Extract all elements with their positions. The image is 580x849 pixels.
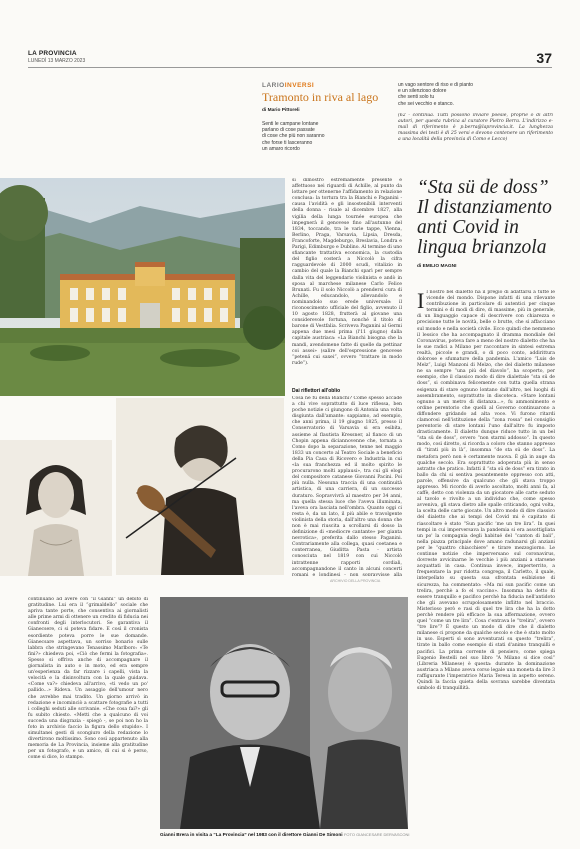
article-column-1: si dimostrò estremamente presente e affettuoso nei riguardi di Achille, al punto da lottare per ottenerne l'affidamento in relazione conclusa: la tortura tra la Bianchi e Paganini - causa l'avidità e gli insostenibili interventi della donna - risale al dicembre 1827, alla vigilia della lunga tournée europea che impegnerà il genovese fino all'autunno del 1834, toccando, tra le varie tappe, Vienna, Berlino, Praga, Varsavia, Lipsia, Dresda, Francoforte, Magdeburgo, Breslavia, Londra e Parigi, Edimburgo e Dublino. Al termine di uno sfiancante trattativa economica, la custodia del figlio costerà a Niccolò la cifra ragguardevole di 2000 scudi, vitalizio in cambio del quale la Bianchi sparì per sempre dalla vita del leggendario violinista e andò in sposa al marchese milanese Carlo Felice Brunati. Fu il solo Niccolò a prendersi cura di Achille, educandolo, allevandolo e nominandolo suo erede universale: il riconoscimento ufficiale del figlio, avvenuto il 10 agosto 1828, frutterà al giovane una considerevole fortuna, nonché il titolo di barone di Vestfalia. Scriveva Paganini al Germi appena due mesi prima (l'11 giugno) dalla capitale austriaca: «La Bianchi bisogna che la mandi, avendomene fatte di quelle da pettinar coi assei» (salire dell'espressione genovese “petenä cui saxei”, ovvero “trattare in modo rude”). (292, 178, 402, 366)
poem-lines-cont (398, 82, 553, 107)
poem-line: un vago sentore di riso e di pianto (398, 82, 474, 88)
issue-date: LUNEDÌ 13 MARZO 2023 (28, 58, 86, 64)
poem-note: (62 - continua. Tutti possono inviare poesie, proprie o di altri autori, per questa rubrica al curatore Pietro Berra. L'indirizzo e-mail di riferimento è p.berra@laprovincia.it. La lunghezza massima dei testi è di 25 versi e devono contenere un riferimento a una località della provincia di Como e Lecco) (398, 112, 553, 143)
header-rule (28, 67, 552, 68)
image-credit: ARCHIVIO DELLA PROVINCIA (330, 579, 381, 583)
section-label-b: INVERSI (284, 82, 315, 89)
caption-text: Gianni Brera in visita a “La Provincia” nel 1983 con il direttore Gianni De Simoni (160, 833, 343, 838)
poem-line: che forse ti lasceranno (262, 139, 313, 146)
poem-line: che sei vecchio e stanco. (398, 100, 454, 107)
villa-photo (0, 178, 285, 396)
right-article-body (417, 290, 555, 835)
woman-portrait (0, 440, 112, 576)
poem-lines (262, 121, 380, 152)
newspaper-name: LA PROVINCIA (28, 50, 77, 57)
poem-line: di cose che più non saranno (262, 133, 325, 140)
right-article-text: l nostro bel dialetto ha il pregio di adattarsi a tutte le vicende del mondo. Dispone infatti di una rilevante contribuzione in particolare di autentici per cinque termini e di modi di dire, di massime, più in generale, di un linguaggio capace di descrivere con chiarezza e precisione tutte le novità, belle o brutte, che si affacciano sul mondo e nella società civile. Ecco quindi che nemmeno il lessico che ha accompagnato il dramma mondiale del Coronavirus, poteva fare a meno del nostro dialetto che ha le sue radici a Milano per raccontare in sintesi estrema realtà, piccole e grandi, o di poco conto, addirittura dolorose e sfumature della pandemia. L'amico “Luis de Melz”, Luigi Manzoni di Melzo, che del dialetto milanese ne sa sempre “una più del diavolo”, ha scoperto, per esempio, che il classico modo di dire dialettale “sta sü de doss”, si combinava felicemente con tutta quella strana esigenza di stare ognuno lontano dall'altro, nei luoghi di assembramento, soprattutto in discoteca. «Stare lontani ognuno a un metro di distanza...», fu ammonimento e ordine perentorio che quelli al Governo continuarono a diffondere gridando ad alta voce. Vi furono ritardi clamorosi nell'istituzione della “zona rossa” nel consiglio perentorio di stare lontani l'uno dall'altro fu imposto drasticamente. Il dialetto dunque riduce tutto in un bel “sta sü de doss”, ovvero “non starmi addosso”. In questo modo, così diretto, si ricorda a coloro che stanno appresso di “tirati più in là”, insomma “de sta sü de doss”. La metafora però non è certamente nuova. È già in auge da qualche secolo. Era soprattutto adoperata più in senso astratto che pratico. Infatti il “sta sü de doss” era tirato in ballo da chi si sentiva pesantemente oppresso con atti, parole, offensive da qualcuno che gli stava troppo appresso. Mi ricordo di averlo ascoltato, molti anni fa, al caffè, detto con violenza da un giocatore alle carte seduto al tavolo e rivolto a un individuo che, come spesso avveniva, gli stava dietro alle spalle criticando, ogni volta, la scelta delle carte giocate. Un altro modo di dire classico del dialetto che ai tempi del Covid mi è capitato di riascoltare è stato “Sun pacific ‘me un tre lira”. In quei tempi in cui imperversava la pandemia si era assottigliata un po' la compagnia degli habitué del “canton di bali”, nella piazza principale dove amano radunarsi gli anziani per le “quattro chiacchiere” e tirare mezzogiorno. Le continue notizie che imperversano sul coronavirus, dovreste avvicinarne le vecchie i più anziani a starsene acquattati in casa. Continua invece, imperterrito, a frequentare la pur ridotta congrega, il Carletto, il quale, interpellato su questa sua sfrontata esibizione di sicurezza, ha commentato: «Ma mi sun pacific come un trelira, perchè a fo el vaccino». Insomma ha detto di essere tranquillo e pacifico perchè ha fiducia nell'antidoto che gli avevano scrupolosamente inflitto nel braccio. Misterioso però e rasi di quel tre lira che ha la dotto perchè rendere più efficace la sua affermazione, ovvero quel “come un tre lira”. Cosa c'entrava le “trelira”, ovvero “tre lire”? È questo un modo di dire che il dialetto milanese ci propone da qualche secolo e che è stato molto in uso. Esperti sì sono avventurati su questo “trelira”, tirate in ballo come esempio di stati d'animo tranquilli e pacifici. La prima corrente di pensiero, come spiega Eugenio Bestelli nel suo libro “A Milano si dice così” (Libreria Milanese) è questa: durante la dominazione austriaca a Milano aveva corso legale una moneta da lire 3 raffigurante l'imperatrice Maria Teresa in aspetto sereno. Quindi la faccia quieta della sovrana sarebbe diventata simbolo di tranquillità. (417, 290, 555, 692)
poem-line: parlano di cose passate (262, 127, 315, 134)
right-article-header (417, 178, 555, 269)
brera-photo (160, 597, 408, 829)
drop-cap: I (417, 290, 425, 313)
article-byline: di EMILIO MAGNI (417, 264, 457, 269)
poem-line: Senti le campane lontane (262, 121, 319, 127)
masthead (28, 50, 85, 64)
subheading: Dai riflettori all'oblio (292, 388, 341, 394)
page-number: 37 (536, 50, 552, 66)
article-bottom-column: continuano ad avere con “il Gianni” un debito di gratitudine. Lui era il “grimaldello” sociale che apriva tante porte, che consentiva ai giornalisti alle prime armi di ottenere un credito di fiducia nei confronti degli interlocutori. Se garantiva il Gianecsere, ci si poteva fidare. E così il cronista esordiente poteva porre le sue domande. Gianecsare aspettava, un sorriso bonario sulle labbra che stringevano Tenassimo Marlboro: «Te fini?» chiedeva poi, «Ciò che fermi la fotografia». Spesso si offriva anche di accompagnare il giornalista in auto o in moto, ed era sempre un'esperienza da far rizzare i capelli, vista la velocità e la disinvoltura con la quale guidava. «Come va?» chiedeva all'arrivo, «ti vedo un po' pallido...» Rideva. Un assaggio dell'umour nero che avrebbe mai tradito. Un giorno arrivò in redazione e incominciò a scattare fotografie a tutti i colleghi seduti alle scrivanie. «Che cosa fai?» gli fu subito chiesto. «Metti che a qualcuno di voi succeda una disgrazia - spiegò -, se poi non ho la foto in archivio faccio la figura dello stupido». I simultanei gesti di scongiuro della redazione lo divertirono moltissimo. Sono così appartenuto alla memoria de La Provincia, insieme alla gratitudine per un fotografo, e un amico, di cui si è perso, come si dice, lo stampo. (28, 597, 148, 761)
poem-box (262, 82, 380, 152)
caption-credit: FOTO GIANCESARE DERVASCONI (343, 832, 410, 837)
poem-author: di Mario Pittoreli (262, 108, 300, 113)
paganini-engraving (116, 398, 284, 575)
poem-line: e un silenzioso dolore (398, 88, 447, 95)
poem-line: un amaro ricordo (262, 145, 300, 152)
section-label-a: LARIO (262, 82, 285, 89)
article-headline: “Sta sü de doss” Il distanziamento anti Covid in lingua brianzola (417, 177, 552, 258)
section-label (262, 82, 380, 89)
poem-title: Tramonto in riva al lago (262, 90, 379, 104)
poem-continuation (398, 82, 553, 151)
photo-caption (160, 832, 420, 838)
article-column-1b: Cosa ne fu della Bianchi? Come spesso accade a chi vive soprattutto di luce riflessa, ben poche notizie ci giungono di Antonia una volta disgiunta dall'amante: sappiamo, ad esempio, che anni prima, il 19 giugno 1825, presso il Conservatorio di Varsavia si era esibita, assieme al flautista Kressner, al fianco di un Chopin appena diciannovenne che, tornata a Como dopo la separazione, tenne nel maggio 1833 un concerto al Teatro Sociale a beneficio della Pia Casa di Ricovero e Industria in cui «la sua franchezza ed il molto spirito le procurarono molti applausi», tra cui gli elogi del compositore catanese Giovanni Pacini. Poi più nulla. Nessuna traccia di una continuità artistica, di una carriera, di un successo duraturo. Sopravvivrà al maestro per 34 anni, ma quella stessa luce che l'aveva illuminata, l'aveva ora lasciata nell'ombra. Quanto oggi ci resta è, da un lato, il più abile e travolgente violinista della storia, dall'altro una donna che non è mai riuscita a scrollarsi di dosso la definizione di «mediocre cantante» per gianta nevrotica», preferita dallo stesso Paganini. Contrariamente alla collega, quasi coetanea e conterranea, Giuditta Pasta - artista conosciuta nel 1819 con cui Niccolò intrattenne rapporti cordiali, accompagnandone il canto in alcuni concerti romani e londinesi - non sopravvisse alla (292, 396, 402, 576)
poem-line: che senti solo tu (398, 94, 435, 101)
